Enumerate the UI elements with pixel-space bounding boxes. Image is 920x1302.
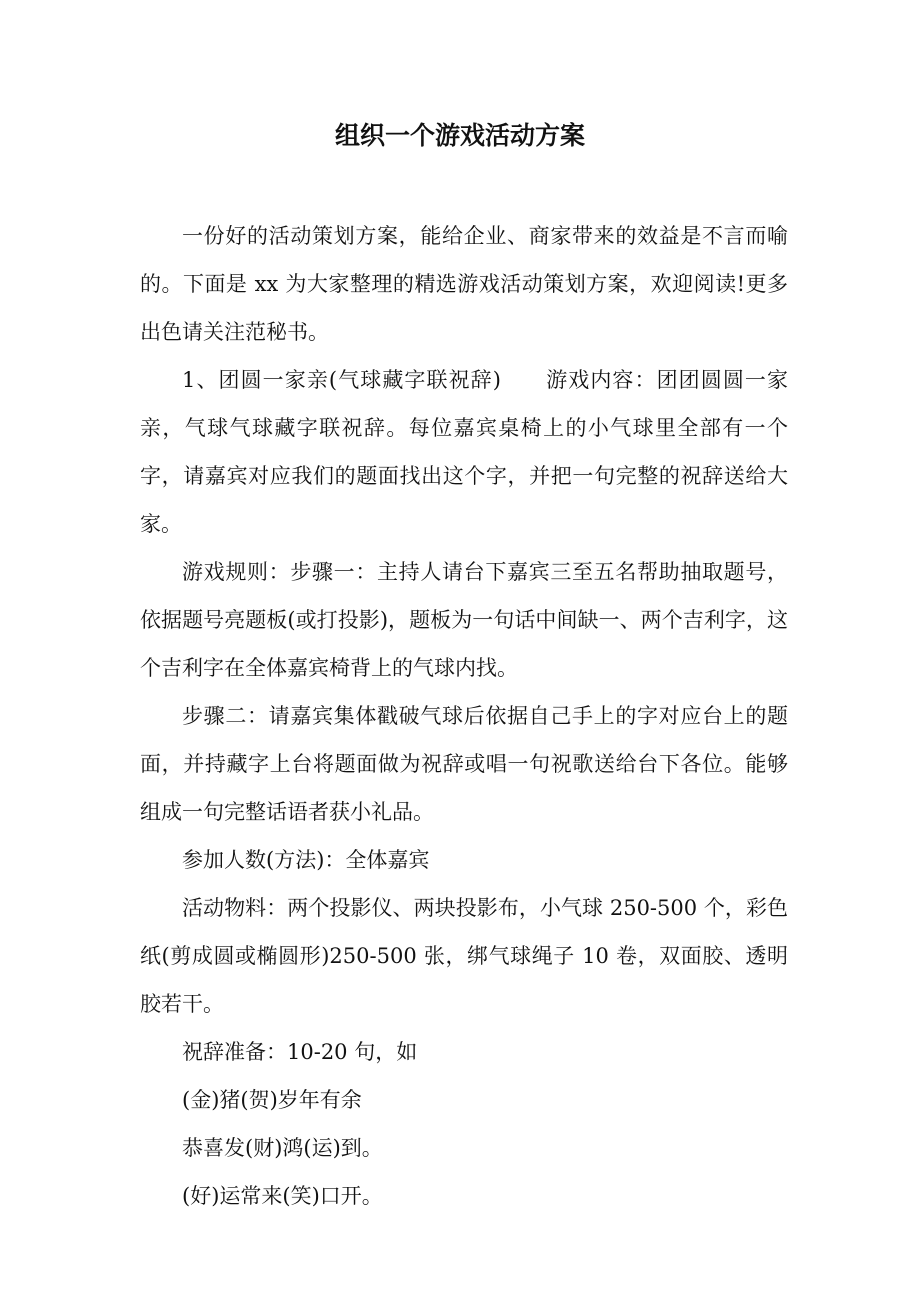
paragraph-game-rules: 游戏规则：步骤一：主持人请台下嘉宾三至五名帮助抽取题号，依据题号亮题板(或打投影)，题板为一句话中间缺一、两个吉利字，这个吉利字在全体嘉宾椅背上的气球内找。 bbox=[140, 560, 788, 680]
blessing-line-3: (好)运常来(笑)口开。 bbox=[182, 1184, 383, 1208]
paragraph-intro: 一份好的活动策划方案，能给企业、商家带来的效益是不言而喻的。下面是 xx 为大家整理的精选游戏活动策划方案，欢迎阅读!更多出色请关注范秘书。 bbox=[140, 224, 788, 344]
blessing-line-2: 恭喜发(财)鸿(运)到。 bbox=[182, 1136, 383, 1160]
paragraph-materials: 活动物料：两个投影仪、两块投影布，小气球 250-500 个，彩色纸(剪成圆或椭圆形)250-500 张，绑气球绳子 10 卷，双面胶、透明胶若干。 bbox=[140, 896, 788, 1016]
document-body bbox=[140, 212, 788, 1220]
paragraph-participants: 参加人数(方法)：全体嘉宾 bbox=[182, 848, 430, 872]
blessing-line-1: (金)猪(贺)岁年有余 bbox=[182, 1088, 362, 1112]
document-title: 组织一个游戏活动方案 bbox=[334, 121, 585, 150]
paragraph-game-content: 1、团圆一家亲(气球藏字联祝辞) 游戏内容：团团圆圆一家亲，气球气球藏字联祝辞。每位嘉宾桌椅上的小气球里全部有一个字，请嘉宾对应我们的题面找出这个字，并把一句完整的祝辞送给大家。 bbox=[140, 368, 788, 536]
paragraph-blessing-prep: 祝辞准备：10-20 句，如 bbox=[182, 1040, 418, 1064]
paragraph-step-two: 步骤二：请嘉宾集体戳破气球后依据自己手上的字对应台上的题面，并持藏字上台将题面做为祝辞或唱一句祝歌送给台下各位。能够组成一句完整话语者获小礼品。 bbox=[140, 704, 788, 824]
